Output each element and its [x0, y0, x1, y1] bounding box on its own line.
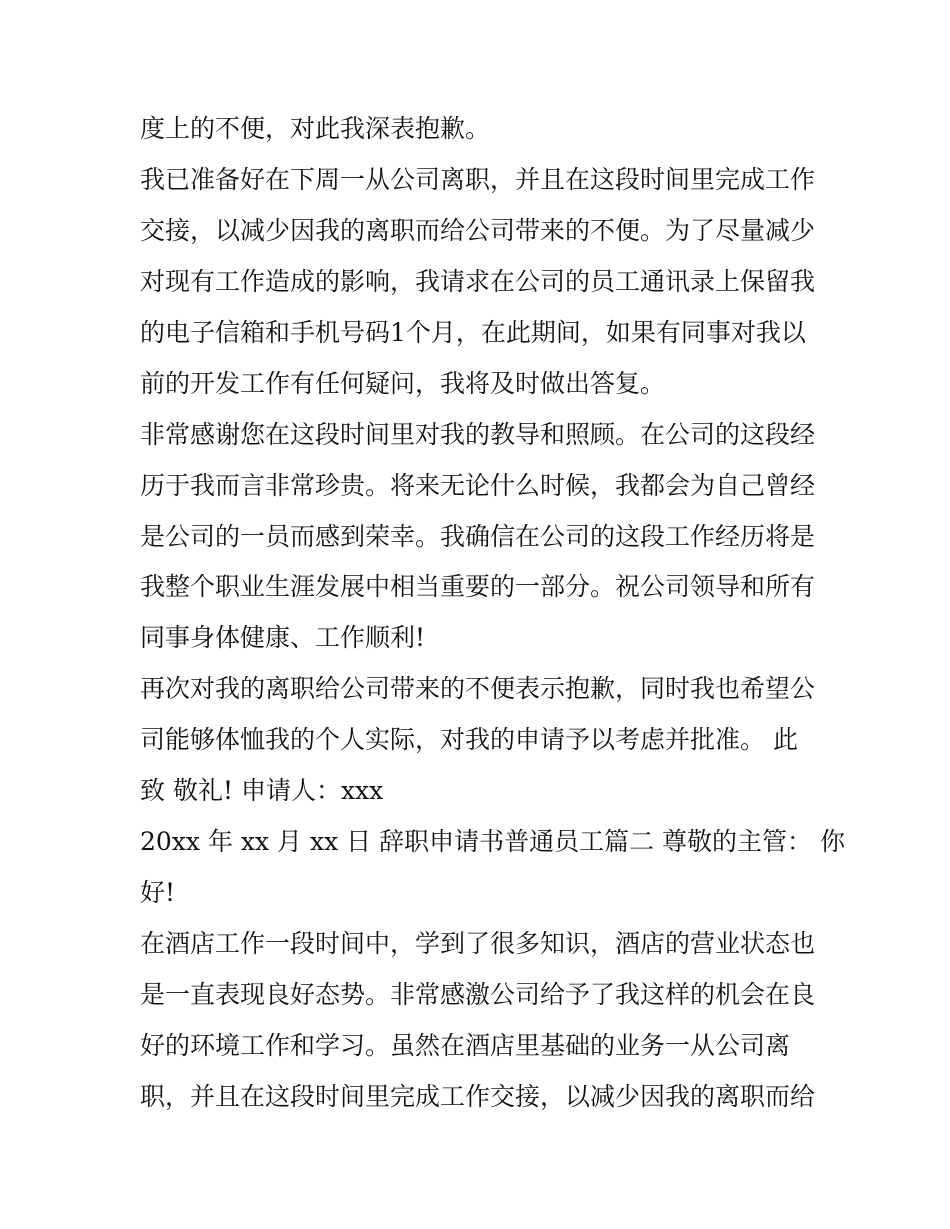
text-line: 交接，以减少因我的离职而给公司带来的不便。为了尽量减少 — [140, 216, 816, 245]
text-line: 20xx 年 xx 月 xx 日 辞职申请书普通员工篇二 尊敬的主管： 你 — [140, 827, 845, 856]
text-line: 是公司的一员而感到荣幸。我确信在公司的这段工作经历将是 — [140, 522, 816, 551]
text-line: 度上的不便，对此我深表抱歉。 — [140, 114, 491, 143]
text-line: 我已准备好在下周一从公司离职，并且在这段时间里完成工作 — [140, 165, 816, 194]
text-line: 好! — [140, 878, 176, 907]
text-line: 司能够体恤我的个人实际，对我的申请予以考虑并批准。 此 — [140, 725, 798, 754]
text-line: 同事身体健康、工作顺利! — [140, 623, 426, 652]
text-line: 前的开发工作有任何疑问，我将及时做出答复。 — [140, 369, 666, 398]
text-line: 对现有工作造成的影响，我请求在公司的员工通讯录上保留我 — [140, 267, 816, 296]
text-line: 在酒店工作一段时间中，学到了很多知识，酒店的营业状态也 — [140, 929, 816, 958]
text-line: 职，并且在这段时间里完成工作交接，以减少因我的离职而给 — [140, 1082, 816, 1111]
text-line: 是一直表现良好态势。非常感激公司给予了我这样的机会在良 — [140, 980, 816, 1009]
text-line: 我整个职业生涯发展中相当重要的一部分。祝公司领导和所有 — [140, 572, 816, 601]
text-line: 历于我而言非常珍贵。将来无论什么时候，我都会为自己曾经 — [140, 471, 816, 500]
text-line: 致 敬礼! 申请人：xxx — [140, 776, 384, 805]
text-line: 的电子信箱和手机号码1个月，在此期间，如果有同事对我以 — [140, 318, 806, 347]
text-line: 再次对我的离职给公司带来的不便表示抱歉，同时我也希望公 — [140, 674, 816, 703]
text-line: 非常感谢您在这段时间里对我的教导和照顾。在公司的这段经 — [140, 420, 816, 449]
text-line: 好的环境工作和学习。虽然在酒店里基础的业务一从公司离 — [140, 1031, 791, 1060]
